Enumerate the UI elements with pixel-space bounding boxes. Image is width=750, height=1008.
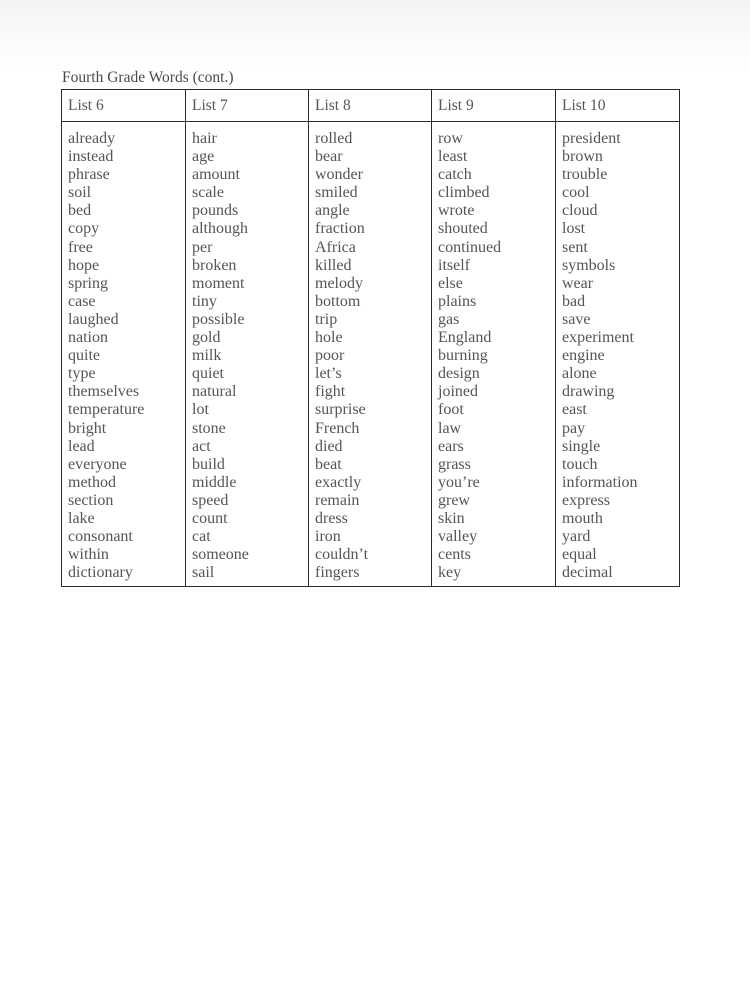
word-item: law — [438, 419, 462, 437]
word-item: fraction — [315, 220, 365, 238]
word-item: beat — [315, 455, 342, 473]
word-item: England — [438, 329, 492, 347]
word-item: bear — [315, 148, 343, 166]
word-item: shouted — [438, 220, 488, 238]
word-item: cents — [438, 546, 471, 564]
word-item: save — [562, 310, 591, 328]
word-item: bottom — [315, 292, 361, 310]
word-item: temperature — [68, 401, 145, 419]
document-page — [61, 68, 681, 587]
word-item: express — [562, 491, 610, 509]
column-header: List 8 — [309, 90, 432, 122]
word-item: president — [562, 130, 621, 147]
word-item: although — [192, 220, 248, 238]
word-item: couldn’t — [315, 546, 369, 564]
word-item: drawing — [562, 383, 615, 401]
word-item: key — [438, 564, 462, 582]
word-item: lead — [68, 437, 95, 455]
word-item: sail — [192, 564, 215, 582]
word-item: dress — [315, 509, 348, 527]
word-item: valley — [438, 528, 478, 546]
document-title: Fourth Grade Words (cont.) — [62, 69, 234, 86]
word-item: wrote — [438, 202, 475, 220]
word-item: milk — [192, 347, 222, 365]
word-item: amount — [192, 166, 240, 184]
word-item: phrase — [68, 166, 110, 184]
word-item: per — [192, 238, 213, 256]
word-item: Africa — [315, 238, 356, 256]
word-item: wear — [562, 274, 594, 292]
word-item: itself — [438, 256, 470, 274]
word-item: natural — [192, 383, 237, 401]
word-item: pay — [562, 419, 586, 437]
word-item: foot — [438, 401, 464, 419]
word-item: trouble — [562, 166, 608, 184]
word-column — [556, 122, 680, 587]
word-item: wonder — [315, 166, 363, 184]
column-header: List 10 — [556, 90, 680, 122]
word-item: possible — [192, 310, 245, 328]
word-item: consonant — [68, 528, 133, 546]
word-item: joined — [438, 383, 478, 401]
word-item: speed — [192, 491, 229, 509]
word-item: rolled — [315, 130, 353, 147]
column-header: List 6 — [62, 90, 186, 122]
word-item: middle — [192, 473, 237, 491]
word-item: free — [68, 238, 93, 256]
word-item: bright — [68, 419, 107, 437]
word-item: everyone — [68, 455, 127, 473]
word-item: skin — [438, 509, 465, 527]
word-item: alone — [562, 365, 597, 383]
word-item: section — [68, 491, 114, 509]
word-item: hope — [68, 256, 100, 274]
word-item: act — [192, 437, 211, 455]
word-item: fight — [315, 383, 346, 401]
word-item: quite — [68, 347, 100, 365]
word-item: spring — [68, 274, 108, 292]
word-item: grew — [438, 491, 470, 509]
word-item: touch — [562, 455, 598, 473]
word-item: trip — [315, 310, 338, 328]
word-item: instead — [68, 148, 114, 166]
word-item: lost — [562, 220, 586, 238]
word-item: fingers — [315, 564, 360, 582]
word-item: ears — [438, 437, 464, 455]
word-item: count — [192, 509, 228, 527]
word-item: information — [562, 473, 638, 491]
word-item: dictionary — [68, 564, 133, 582]
word-item: died — [315, 437, 343, 455]
word-item: engine — [562, 347, 605, 365]
word-lists-row — [62, 122, 680, 587]
word-item: hair — [192, 130, 217, 147]
word-item: sent — [562, 238, 588, 256]
word-item: angle — [315, 202, 350, 220]
word-item: moment — [192, 274, 245, 292]
word-column — [186, 122, 309, 587]
word-item: build — [192, 455, 225, 473]
word-item: design — [438, 365, 480, 383]
word-item: hole — [315, 329, 343, 347]
word-item: iron — [315, 528, 341, 546]
word-item: cool — [562, 184, 590, 202]
word-item: bad — [562, 292, 586, 310]
word-item: continued — [438, 238, 502, 256]
word-item: catch — [438, 166, 472, 184]
word-item: cat — [192, 528, 211, 546]
word-item: type — [68, 365, 96, 383]
word-item: least — [438, 148, 468, 166]
word-item: cloud — [562, 202, 598, 220]
word-item: someone — [192, 546, 249, 564]
word-item: single — [562, 437, 601, 455]
word-item: equal — [562, 546, 597, 564]
word-item: melody — [315, 274, 363, 292]
word-item: broken — [192, 256, 237, 274]
word-item: burning — [438, 347, 488, 365]
word-item: brown — [562, 148, 603, 166]
word-item: themselves — [68, 383, 140, 401]
word-column — [62, 122, 186, 587]
word-item: else — [438, 274, 463, 292]
column-header: List 9 — [432, 90, 556, 122]
word-item: surprise — [315, 401, 366, 419]
word-column — [309, 122, 432, 587]
word-item: remain — [315, 491, 360, 509]
word-item: method — [68, 473, 116, 491]
word-item: poor — [315, 347, 345, 365]
word-item: gas — [438, 310, 460, 328]
word-item: yard — [562, 528, 591, 546]
word-item: case — [68, 292, 96, 310]
word-item: French — [315, 419, 360, 437]
word-item: scale — [192, 184, 224, 202]
word-item: symbols — [562, 256, 616, 274]
word-item: grass — [438, 455, 471, 473]
word-item: quiet — [192, 365, 224, 383]
word-item: plains — [438, 292, 477, 310]
word-item: let’s — [315, 365, 342, 383]
word-item: east — [562, 401, 587, 419]
word-item: exactly — [315, 473, 362, 491]
word-item: climbed — [438, 184, 490, 202]
column-header: List 7 — [186, 90, 309, 122]
word-item: tiny — [192, 292, 217, 310]
word-item: within — [68, 546, 109, 564]
word-item: age — [192, 148, 215, 166]
word-item: mouth — [562, 509, 603, 527]
table-header-row — [62, 90, 680, 122]
word-item: row — [438, 130, 463, 147]
word-item: lake — [68, 509, 95, 527]
word-item: you’re — [438, 473, 480, 491]
word-item: gold — [192, 329, 221, 347]
word-item: nation — [68, 329, 108, 347]
word-item: bed — [68, 202, 92, 220]
word-item: decimal — [562, 564, 613, 582]
word-item: already — [68, 130, 116, 147]
word-item: copy — [68, 220, 100, 238]
word-column — [432, 122, 556, 587]
word-list-table — [61, 89, 680, 587]
word-item: laughed — [68, 310, 119, 328]
word-item: experiment — [562, 329, 634, 347]
word-item: soil — [68, 184, 92, 202]
word-item: stone — [192, 419, 226, 437]
word-item: killed — [315, 256, 352, 274]
word-item: lot — [192, 401, 209, 419]
word-item: pounds — [192, 202, 239, 220]
word-item: smiled — [315, 184, 358, 202]
